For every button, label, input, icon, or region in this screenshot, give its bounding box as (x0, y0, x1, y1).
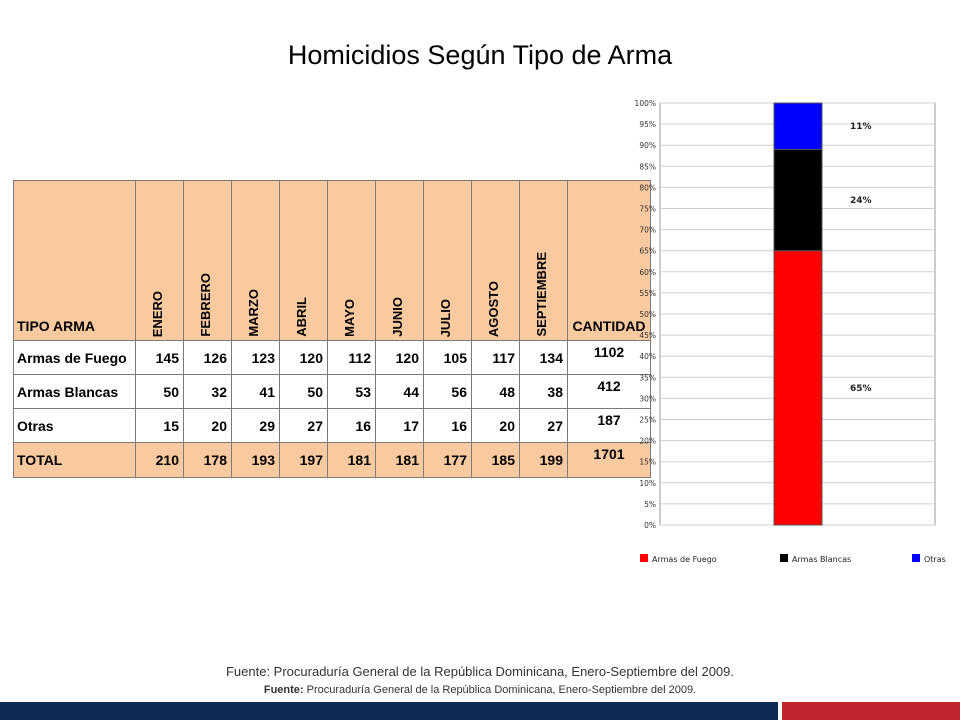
row-label: Otras (14, 409, 136, 443)
cell-value: 16 (328, 409, 376, 443)
total-row (14, 443, 651, 478)
y-tick-label: 70% (639, 225, 656, 235)
y-tick-label: 35% (639, 373, 656, 383)
month-label: FEBRERO (198, 273, 213, 337)
legend-swatch (780, 554, 788, 562)
month-label: JUNIO (390, 297, 405, 337)
cell-value: 210 (136, 443, 184, 478)
y-tick-label: 45% (639, 331, 656, 341)
table-header-row (14, 181, 651, 341)
total-value: 1701 (593, 446, 625, 462)
cell-value: 134 (520, 341, 568, 375)
header-month (472, 181, 520, 341)
footer-bar-blue (0, 702, 778, 720)
cell-value: 20 (184, 409, 232, 443)
header-month (328, 181, 376, 341)
cell-value: 120 (376, 341, 424, 375)
y-tick-label: 60% (639, 267, 656, 277)
month-label: MARZO (246, 289, 261, 337)
y-tick-label: 55% (639, 288, 656, 298)
footer-bar-red (782, 702, 960, 720)
cell-value: 181 (328, 443, 376, 478)
table-row (14, 375, 651, 409)
cell-value: 123 (232, 341, 280, 375)
cell-value: 41 (232, 375, 280, 409)
data-label: 24% (850, 196, 872, 207)
cell-value: 50 (280, 375, 328, 409)
y-tick-label: 85% (639, 162, 656, 172)
y-tick-label: 90% (639, 141, 656, 151)
y-tick-label: 20% (639, 436, 656, 446)
total-value: 412 (597, 377, 621, 394)
cell-value: 197 (280, 443, 328, 478)
homicides-table (13, 180, 651, 478)
cell-value: 17 (376, 409, 424, 443)
y-tick-label: 50% (639, 310, 656, 319)
weapon-type-chart (625, 95, 955, 575)
cell-value: 16 (424, 409, 472, 443)
y-tick-label: 100% (634, 99, 656, 108)
legend-swatch (640, 554, 648, 562)
legend-label: Armas de Fuego (652, 555, 717, 564)
cell-value: 53 (328, 375, 376, 409)
cell-value: 38 (520, 375, 568, 409)
data-label: 11% (850, 122, 872, 133)
cell-value: 178 (184, 443, 232, 478)
legend-swatch (912, 554, 920, 562)
header-month (376, 181, 424, 341)
y-tick-label: 30% (639, 394, 656, 404)
total-value: 187 (597, 411, 621, 428)
cell-value: 193 (232, 443, 280, 478)
data-label: 65% (850, 383, 872, 394)
cell-value: 27 (520, 409, 568, 443)
cell-value: 20 (472, 409, 520, 443)
month-label: JULIO (438, 298, 453, 337)
y-tick-label: 0% (644, 521, 656, 530)
y-tick-label: 10% (639, 478, 656, 488)
cell-value: 56 (424, 375, 472, 409)
y-tick-label: 65% (639, 246, 656, 256)
header-month (136, 181, 184, 341)
y-tick-label: 40% (639, 352, 656, 362)
table-row (14, 341, 651, 375)
row-label: Armas Blancas (14, 375, 136, 409)
cell-value: 105 (424, 341, 472, 375)
row-label: TOTAL (14, 443, 136, 478)
cell-value: 44 (376, 375, 424, 409)
cell-value: 177 (424, 443, 472, 478)
source-note-small (0, 684, 960, 696)
y-tick-label: 15% (639, 457, 656, 467)
header-month (232, 181, 280, 341)
legend-label: Otras (924, 555, 946, 564)
month-label: SEPTIEMBRE (534, 252, 549, 337)
source-prefix: Fuente: (263, 684, 304, 696)
cell-value: 50 (136, 375, 184, 409)
cell-value: 27 (280, 409, 328, 443)
source-text: Procuraduría General de la República Dominicana, Enero-Septiembre del 2009. (303, 684, 697, 696)
month-label: AGOSTO (486, 280, 501, 337)
source-note: Fuente: Procuraduría General de la República Dominicana, Enero-Septiembre del 2009. (225, 664, 734, 679)
slide-title: Homicidios Según Tipo de Arma (287, 40, 673, 70)
cell-value: 120 (280, 341, 328, 375)
cell-value: 32 (184, 375, 232, 409)
cell-value: 145 (136, 341, 184, 375)
month-label: MAYO (342, 299, 357, 337)
cell-value: 15 (136, 409, 184, 443)
header-month (424, 181, 472, 341)
row-label: Armas de Fuego (14, 341, 136, 375)
header-month (280, 181, 328, 341)
y-tick-label: 25% (639, 415, 656, 425)
header-month (184, 181, 232, 341)
total-value: 1102 (593, 343, 625, 360)
cell-value: 112 (328, 341, 376, 375)
bar-segment (774, 251, 822, 525)
header-month (520, 181, 568, 341)
table-row (14, 409, 651, 443)
cell-value: 48 (472, 375, 520, 409)
cell-value: 181 (376, 443, 424, 478)
month-label: ENERO (150, 290, 165, 337)
cell-value: 29 (232, 409, 280, 443)
cell-value: 185 (472, 443, 520, 478)
y-tick-label: 95% (639, 120, 656, 130)
cell-value: 126 (184, 341, 232, 375)
header-tipo-arma: TIPO ARMA (14, 181, 136, 341)
y-tick-label: 5% (644, 499, 656, 509)
cell-value: 199 (520, 443, 568, 478)
legend-label: Armas Blancas (792, 555, 852, 564)
y-tick-label: 75% (639, 204, 656, 214)
header-cantidad: CANTIDAD (568, 181, 651, 341)
cell-value: 117 (472, 341, 520, 375)
month-label: ABRIL (294, 297, 309, 337)
bar-segment (774, 149, 822, 250)
y-tick-label: 80% (639, 183, 656, 193)
bar-segment (774, 103, 822, 149)
